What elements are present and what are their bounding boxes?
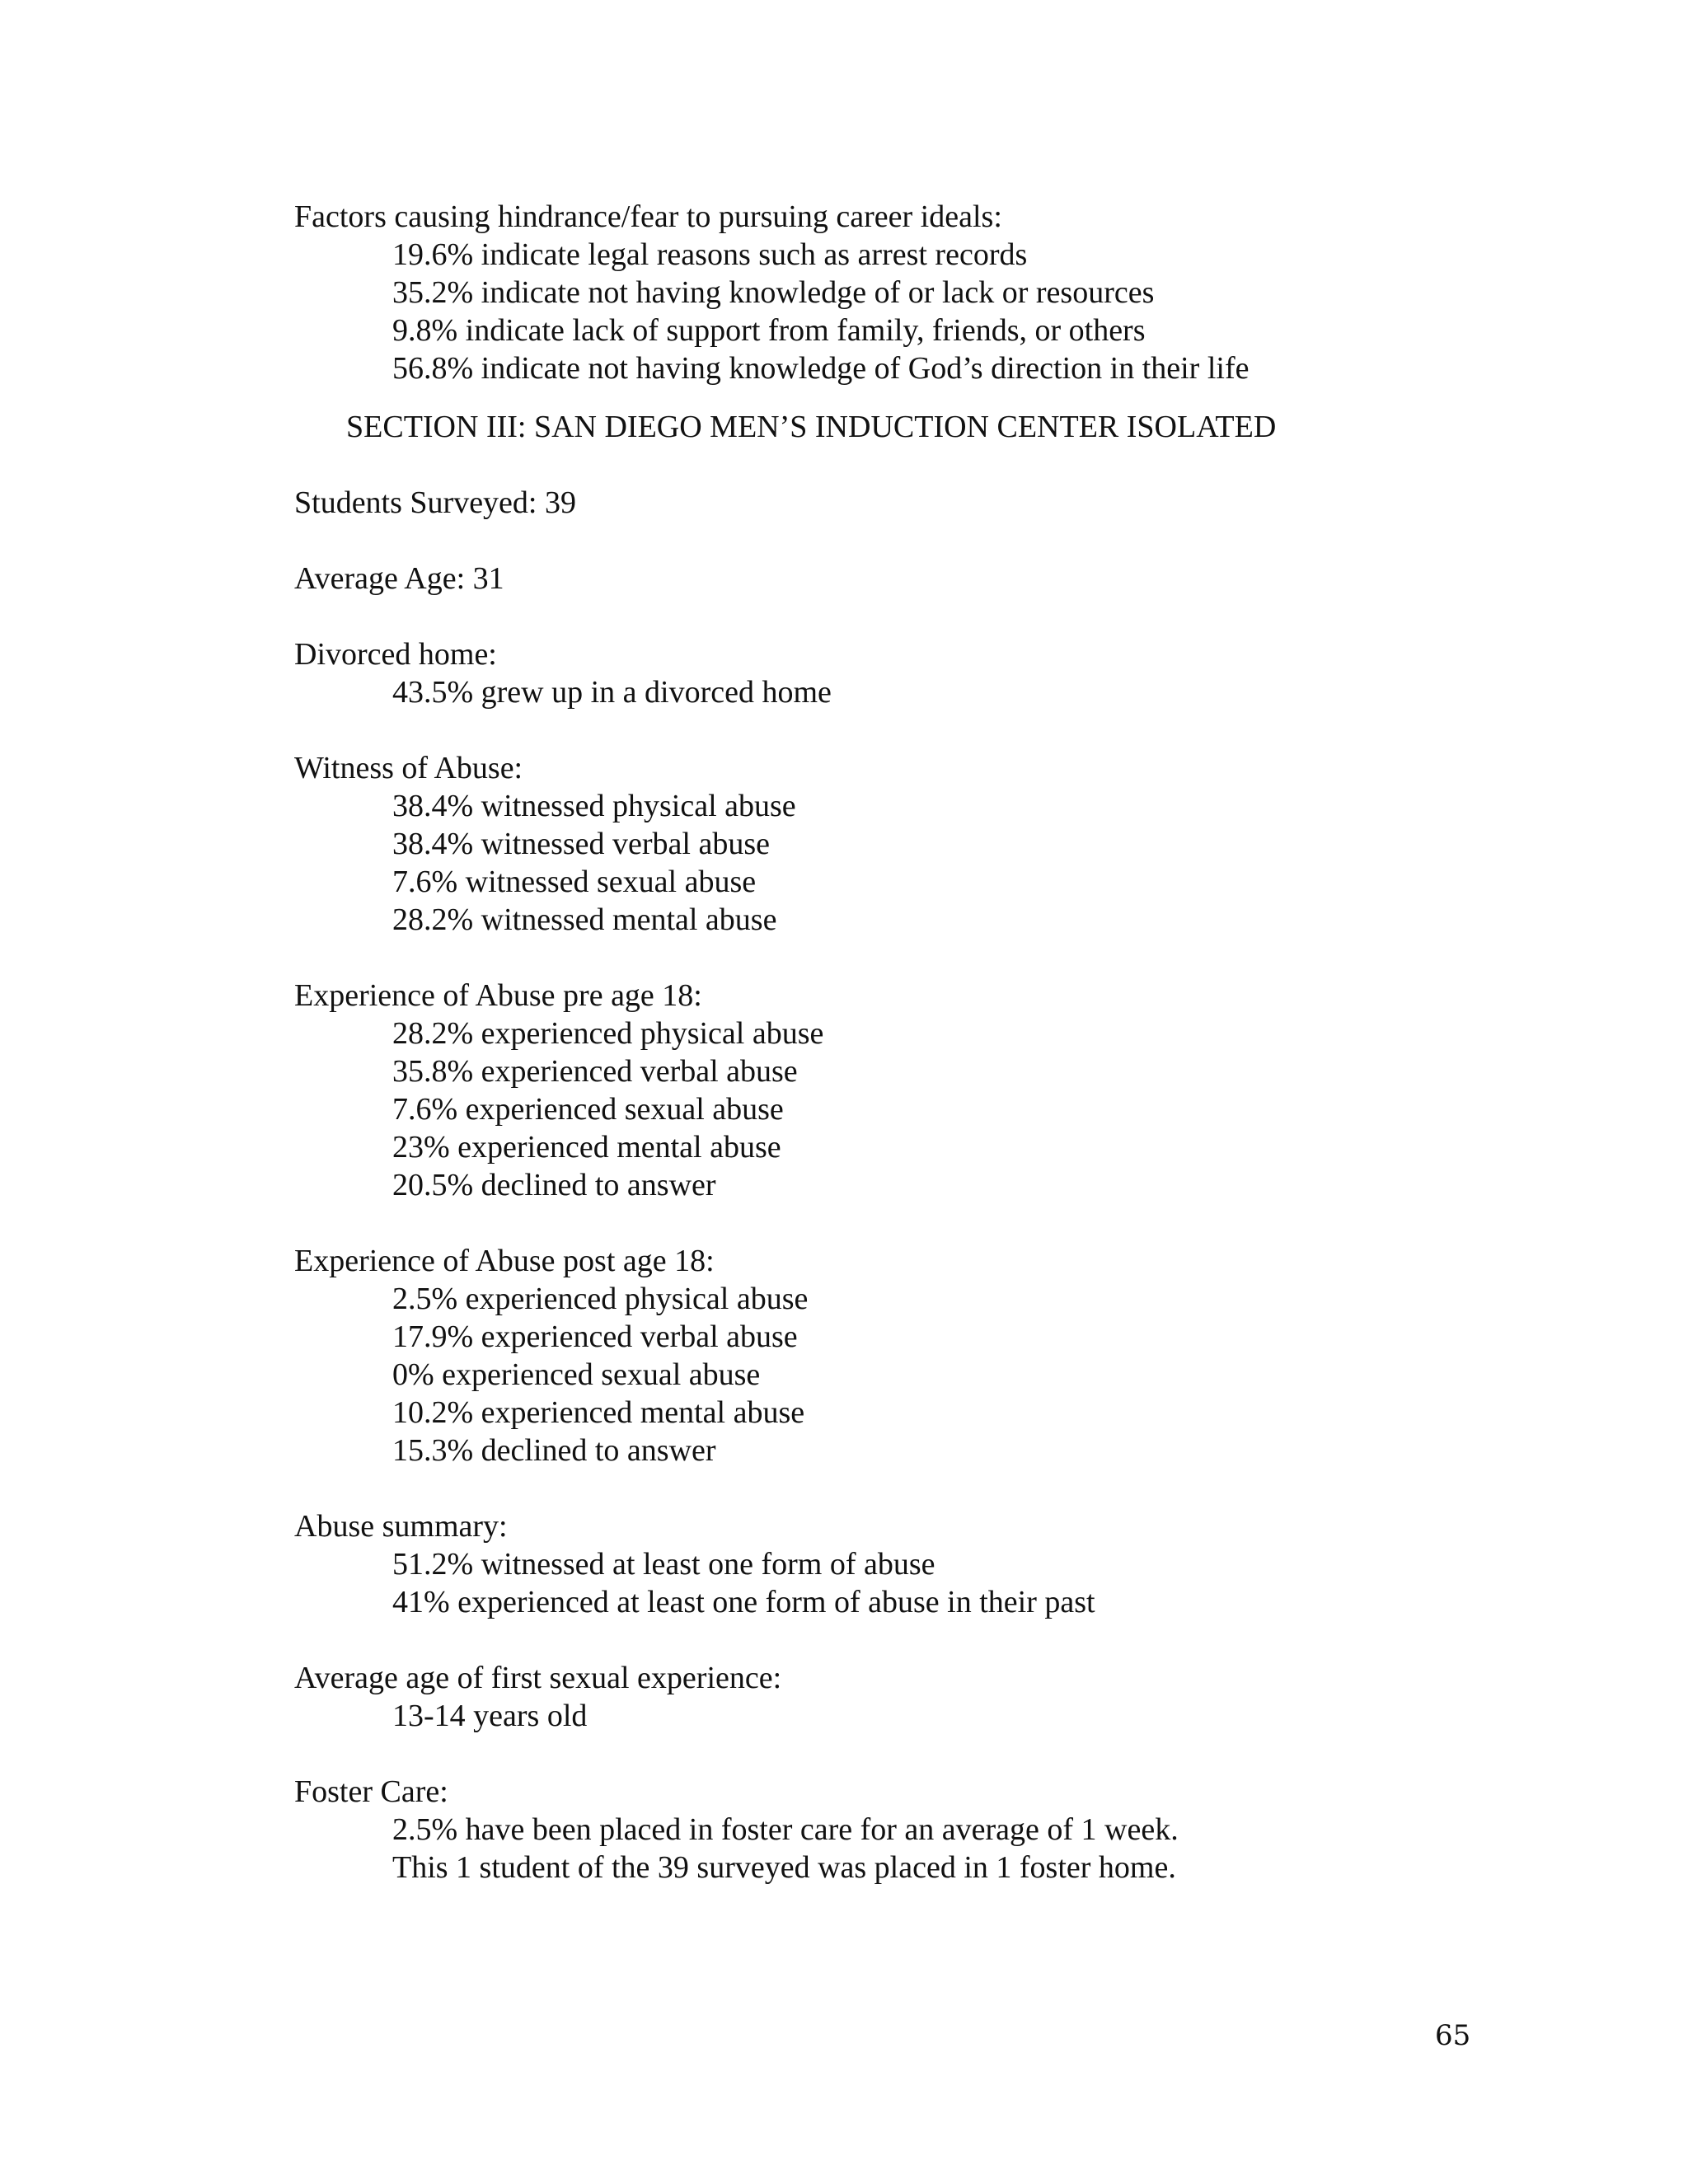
first-sexual-section <box>294 1659 1531 1735</box>
witness-item: 38.4% witnessed verbal abuse <box>392 827 770 861</box>
witness-item: 28.2% witnessed mental abuse <box>392 902 777 937</box>
factors-item: 9.8% indicate lack of support from family, friends, or others <box>392 313 1146 348</box>
pre18-section <box>294 977 1531 1204</box>
section-heading: SECTION III: SAN DIEGO MEN’S INDUCTION CENTER ISOLATED <box>346 410 1277 444</box>
post18-heading: Experience of Abuse post age 18: <box>294 1244 715 1278</box>
divorced-heading: Divorced home: <box>294 637 497 672</box>
post18-item: 10.2% experienced mental abuse <box>392 1395 805 1430</box>
witness-heading: Witness of Abuse: <box>294 751 523 785</box>
foster-care-item: This 1 student of the 39 surveyed was placed in 1 foster home. <box>392 1850 1176 1885</box>
factors-section <box>294 198 1531 387</box>
abuse-summary-heading: Abuse summary: <box>294 1509 508 1544</box>
abuse-summary-item: 51.2% witnessed at least one form of abuse <box>392 1547 935 1582</box>
foster-care-section <box>294 1773 1531 1886</box>
pre18-item: 20.5% declined to answer <box>392 1168 716 1202</box>
post18-item: 2.5% experienced physical abuse <box>392 1282 809 1316</box>
average-age: Average Age: 31 <box>294 561 504 596</box>
divorced-item: 43.5% grew up in a divorced home <box>392 675 832 710</box>
factors-item: 19.6% indicate legal reasons such as arrest records <box>392 237 1028 272</box>
factors-item: 56.8% indicate not having knowledge of God’s direction in their life <box>392 351 1250 386</box>
pre18-item: 28.2% experienced physical abuse <box>392 1016 824 1051</box>
foster-care-heading: Foster Care: <box>294 1774 448 1809</box>
factors-item: 35.2% indicate not having knowledge of or lack or resources <box>392 275 1155 310</box>
pre18-item: 7.6% experienced sexual abuse <box>392 1092 784 1127</box>
pre18-item: 23% experienced mental abuse <box>392 1130 781 1165</box>
divorced-section <box>294 635 1531 711</box>
abuse-summary-item: 41% experienced at least one form of abuse in their past <box>392 1585 1095 1619</box>
students-surveyed-section <box>294 484 1531 522</box>
factors-heading: Factors causing hindrance/fear to pursuing career ideals: <box>294 199 1002 234</box>
students-surveyed: Students Surveyed: 39 <box>294 485 576 520</box>
page-number: 65 <box>1435 2019 1471 2052</box>
average-age-section <box>294 560 1531 598</box>
first-sexual-heading: Average age of first sexual experience: <box>294 1661 782 1695</box>
abuse-summary-section <box>294 1507 1531 1621</box>
pre18-heading: Experience of Abuse pre age 18: <box>294 978 702 1013</box>
post18-item: 17.9% experienced verbal abuse <box>392 1319 798 1354</box>
witness-item: 7.6% witnessed sexual abuse <box>392 865 757 899</box>
foster-care-item: 2.5% have been placed in foster care for an average of 1 week. <box>392 1812 1179 1847</box>
post18-section <box>294 1242 1531 1469</box>
post18-item: 15.3% declined to answer <box>392 1433 716 1468</box>
post18-item: 0% experienced sexual abuse <box>392 1357 761 1392</box>
first-sexual-item: 13-14 years old <box>392 1699 588 1733</box>
witness-item: 38.4% witnessed physical abuse <box>392 789 796 823</box>
pre18-item: 35.8% experienced verbal abuse <box>392 1054 798 1089</box>
witness-section <box>294 749 1531 939</box>
